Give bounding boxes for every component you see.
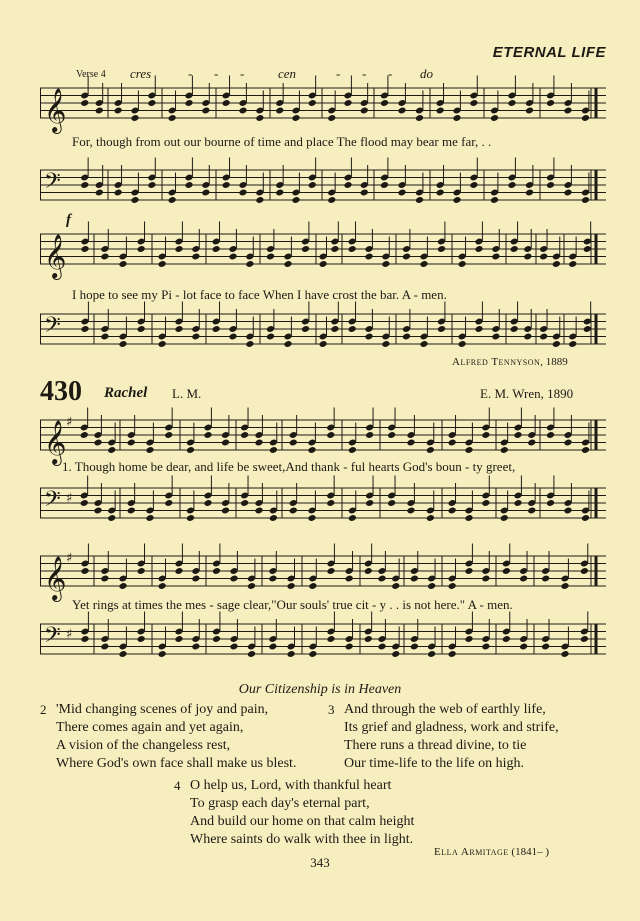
note-head: [539, 253, 548, 261]
note-head: [95, 107, 104, 115]
stanza: [328, 701, 559, 773]
note-head: [491, 333, 500, 341]
hymn-number: 430: [40, 376, 82, 407]
note-head: [268, 643, 277, 651]
note-head: [245, 340, 254, 348]
note-head: [147, 181, 156, 189]
stanza-number: 3: [328, 702, 335, 717]
note-head: [343, 99, 352, 107]
treble-staff: [40, 232, 606, 278]
note-head: [158, 340, 167, 348]
note-head: [426, 514, 435, 522]
note-head: [326, 567, 335, 575]
note-head: [168, 196, 177, 204]
note-head: [464, 446, 473, 454]
note-head: [326, 499, 335, 507]
stanza-line: A vision of the changeless rest,: [56, 738, 231, 753]
stanza-number: 4: [174, 778, 181, 793]
note-head: [507, 181, 516, 189]
note-head: [364, 567, 373, 575]
note-head: [221, 439, 230, 447]
stanza-line: There runs a thread divine, to tie: [344, 738, 527, 753]
note-head: [583, 325, 592, 333]
note-head: [308, 181, 317, 189]
note-head: [212, 567, 221, 575]
note-head: [114, 107, 123, 115]
note-head: [527, 439, 536, 447]
note-head: [581, 514, 590, 522]
note-head: [240, 499, 249, 507]
note-head: [348, 245, 357, 253]
note-head: [427, 650, 436, 658]
note-head: [490, 196, 499, 204]
note-head: [240, 431, 249, 439]
note-head: [560, 582, 569, 590]
note-head: [580, 567, 589, 575]
note-head: [212, 635, 221, 643]
note-head: [245, 260, 254, 268]
note-head: [452, 114, 461, 122]
note-head: [228, 253, 237, 261]
note-head: [343, 181, 352, 189]
note-head: [448, 439, 457, 447]
note-head: [118, 650, 127, 658]
treble-clef-icon: 𝄞: [44, 556, 67, 600]
note-head: [541, 643, 550, 651]
note-head: [436, 107, 445, 115]
note-head: [464, 514, 473, 522]
note-head: [560, 650, 569, 658]
note-head: [415, 196, 424, 204]
note-head: [269, 514, 278, 522]
note-head: [201, 189, 210, 197]
note-head: [289, 507, 298, 515]
note-head: [377, 575, 386, 583]
note-head: [330, 245, 339, 253]
note-head: [580, 635, 589, 643]
note-head: [437, 325, 446, 333]
note-head: [448, 582, 457, 590]
note-head: [301, 245, 310, 253]
note-head: [164, 499, 173, 507]
note-head: [348, 446, 357, 454]
note-head: [118, 340, 127, 348]
lyric-line: 1. Though home be dear, and life be sweet,And thank - ful hearts God's boun - ty greet,: [62, 459, 516, 474]
bass-staff: [40, 168, 606, 202]
note-head: [380, 181, 389, 189]
note-head: [519, 575, 528, 583]
note-head: [387, 499, 396, 507]
note-head: [186, 446, 195, 454]
note-head: [406, 507, 415, 515]
note-head: [474, 325, 483, 333]
note-head: [80, 325, 89, 333]
stanza-line: Its grief and gladness, work and strife,: [344, 720, 559, 735]
poem-author-credit: Ella Armitage (1841– ): [434, 846, 549, 858]
note-head: [415, 114, 424, 122]
note-head: [397, 189, 406, 197]
note-head: [541, 575, 550, 583]
note-head: [345, 575, 354, 583]
note-head: [406, 439, 415, 447]
note-head: [391, 582, 400, 590]
note-head: [307, 514, 316, 522]
note-head: [360, 107, 369, 115]
note-head: [80, 431, 89, 439]
note-head: [80, 245, 89, 253]
note-head: [500, 514, 509, 522]
note-head: [283, 260, 292, 268]
note-head: [568, 340, 577, 348]
note-head: [360, 189, 369, 197]
treble-clef-icon: 𝄞: [44, 88, 67, 132]
note-head: [364, 333, 373, 341]
note-head: [481, 575, 490, 583]
note-head: [107, 446, 116, 454]
note-head: [583, 245, 592, 253]
stanza-line: Our time-life to the life on high.: [344, 756, 525, 771]
note-head: [513, 431, 522, 439]
note-head: [546, 99, 555, 107]
note-head: [100, 253, 109, 261]
stanza-line: Where God's own face shall make us blest.: [56, 756, 297, 771]
note-head: [539, 333, 548, 341]
note-head: [174, 635, 183, 643]
note-head: [93, 507, 102, 515]
note-head: [168, 114, 177, 122]
note-head: [184, 181, 193, 189]
note-head: [502, 567, 511, 575]
note-head: [402, 333, 411, 341]
note-head: [137, 567, 146, 575]
note-head: [158, 260, 167, 268]
note-head: [255, 114, 264, 122]
note-head: [247, 650, 256, 658]
note-head: [80, 567, 89, 575]
note-head: [174, 567, 183, 575]
lyric-line: Yet rings at times the mes - sage clear,"Our souls' true cit - y . . is not here." A - men.: [72, 597, 513, 612]
note-head: [377, 643, 386, 651]
note-head: [80, 635, 89, 643]
note-head: [145, 514, 154, 522]
note-head: [308, 650, 317, 658]
note-head: [402, 253, 411, 261]
dynamic-forte: f: [66, 212, 71, 228]
note-head: [510, 325, 519, 333]
note-head: [186, 514, 195, 522]
note-head: [127, 507, 136, 515]
note-head: [348, 325, 357, 333]
stanza-line: There comes again and yet again,: [56, 720, 244, 735]
note-head: [552, 260, 561, 268]
note-head: [523, 253, 532, 261]
note-head: [191, 575, 200, 583]
note-head: [269, 446, 278, 454]
dynamic-dash: -: [336, 66, 341, 81]
note-head: [381, 260, 390, 268]
note-head: [289, 439, 298, 447]
note-head: [364, 253, 373, 261]
treble-staff: [40, 551, 606, 600]
note-head: [525, 107, 534, 115]
note-head: [552, 340, 561, 348]
stanza-number: 2: [40, 702, 47, 717]
poem-title: Our Citizenship is in Heaven: [238, 682, 402, 697]
bass-clef-icon: 𝄢: [44, 313, 61, 343]
stanza-line: 'Mid changing scenes of joy and pain,: [56, 702, 269, 717]
stanza-line: To grasp each day's eternal part,: [190, 796, 370, 811]
note-head: [203, 431, 212, 439]
dynamic-dash: -: [362, 66, 367, 81]
note-head: [469, 181, 478, 189]
note-head: [291, 114, 300, 122]
treble-staff: [40, 86, 606, 132]
note-head: [275, 189, 284, 197]
note-head: [266, 333, 275, 341]
lyric-line: For, though from out our bourne of time and place The flood may bear me far, . .: [72, 134, 492, 149]
note-head: [436, 189, 445, 197]
note-head: [174, 325, 183, 333]
note-head: [238, 107, 247, 115]
note-head: [191, 253, 200, 261]
sharp-key-signature-icon: ♯: [66, 551, 73, 566]
stanza-line: Where saints do walk with thee in light.: [190, 832, 414, 847]
note-head: [419, 340, 428, 348]
note-head: [448, 507, 457, 515]
bass-clef-icon: 𝄢: [44, 487, 61, 517]
note-head: [118, 582, 127, 590]
note-head: [326, 431, 335, 439]
note-head: [114, 189, 123, 197]
note-head: [381, 340, 390, 348]
sharp-key-signature-icon: ♯: [66, 415, 73, 430]
note-head: [527, 507, 536, 515]
note-head: [491, 253, 500, 261]
verse-label: Verse 4: [76, 69, 106, 80]
note-head: [507, 99, 516, 107]
note-head: [525, 189, 534, 197]
note-head: [247, 582, 256, 590]
note-head: [268, 575, 277, 583]
note-head: [568, 260, 577, 268]
note-head: [458, 260, 467, 268]
dynamic-dash: -: [214, 66, 219, 81]
lyric-line: I hope to see my Pi - lot face to face When I have crost the bar. A - men.: [72, 287, 447, 302]
bass-clef-icon: 𝄢: [44, 623, 61, 653]
note-head: [469, 99, 478, 107]
bass-clef-icon: 𝄢: [44, 169, 61, 199]
note-head: [397, 107, 406, 115]
stanza: [174, 777, 415, 849]
note-head: [464, 567, 473, 575]
note-head: [364, 635, 373, 643]
section-header: ETERNAL LIFE: [492, 44, 606, 61]
note-head: [387, 431, 396, 439]
note-head: [523, 333, 532, 341]
stanza-line: And build our home on that calm height: [190, 814, 415, 829]
note-head: [130, 196, 139, 204]
note-head: [319, 340, 328, 348]
note-head: [80, 99, 89, 107]
note-head: [513, 499, 522, 507]
stanza-line: And through the web of earthly life,: [344, 702, 546, 717]
note-head: [474, 245, 483, 253]
note-head: [427, 582, 436, 590]
note-head: [345, 643, 354, 651]
note-head: [452, 196, 461, 204]
note-head: [308, 99, 317, 107]
note-head: [502, 635, 511, 643]
note-head: [147, 99, 156, 107]
note-head: [563, 189, 572, 197]
note-head: [118, 260, 127, 268]
dynamic-cres: cres: [130, 66, 152, 81]
stanza: [40, 701, 297, 773]
note-head: [581, 114, 590, 122]
note-head: [93, 439, 102, 447]
note-head: [458, 340, 467, 348]
note-head: [100, 333, 109, 341]
note-head: [221, 507, 230, 515]
dynamic-cen: cen: [278, 66, 297, 81]
note-head: [191, 643, 200, 651]
treble-staff: [40, 415, 606, 464]
note-head: [563, 507, 572, 515]
note-head: [481, 643, 490, 651]
stanza-line: O help us, Lord, with thankful heart: [190, 778, 392, 793]
note-head: [563, 439, 572, 447]
note-head: [100, 643, 109, 651]
note-head: [283, 340, 292, 348]
note-head: [287, 582, 296, 590]
sharp-key-signature-icon: ♯: [66, 491, 73, 506]
note-head: [212, 325, 221, 333]
note-head: [254, 507, 263, 515]
note-head: [546, 431, 555, 439]
treble-clef-icon: 𝄞: [44, 234, 67, 278]
composer: E. M. Wren, 1890: [480, 386, 574, 401]
note-head: [191, 333, 200, 341]
note-head: [137, 245, 146, 253]
hymn-author-credit: Alfred Tennyson, 1889: [452, 356, 568, 368]
note-head: [481, 431, 490, 439]
note-head: [519, 643, 528, 651]
note-head: [238, 189, 247, 197]
note-head: [365, 431, 374, 439]
note-head: [100, 575, 109, 583]
note-head: [174, 245, 183, 253]
note-head: [546, 181, 555, 189]
note-head: [222, 99, 231, 107]
sharp-key-signature-icon: ♯: [66, 627, 73, 642]
note-head: [301, 325, 310, 333]
note-head: [546, 499, 555, 507]
note-head: [137, 325, 146, 333]
note-head: [95, 189, 104, 197]
note-head: [307, 446, 316, 454]
note-head: [255, 196, 264, 204]
note-head: [275, 107, 284, 115]
note-head: [410, 643, 419, 651]
note-head: [426, 446, 435, 454]
note-head: [212, 245, 221, 253]
note-head: [107, 514, 116, 522]
bass-staff: [40, 312, 606, 346]
treble-clef-icon: 𝄞: [44, 420, 67, 464]
note-head: [464, 635, 473, 643]
note-head: [229, 643, 238, 651]
note-head: [410, 575, 419, 583]
dynamic-dash: -: [188, 66, 193, 81]
note-head: [158, 650, 167, 658]
note-head: [437, 245, 446, 253]
note-head: [500, 446, 509, 454]
note-head: [127, 439, 136, 447]
note-head: [229, 575, 238, 583]
dynamic-dash: -: [388, 66, 393, 81]
note-head: [448, 650, 457, 658]
note-head: [490, 114, 499, 122]
note-head: [380, 99, 389, 107]
note-head: [348, 514, 357, 522]
note-head: [581, 196, 590, 204]
note-head: [184, 99, 193, 107]
note-head: [287, 650, 296, 658]
note-head: [130, 114, 139, 122]
note-head: [330, 325, 339, 333]
tune-name: Rachel: [104, 385, 148, 401]
note-head: [326, 635, 335, 643]
dynamic-do: do: [420, 66, 433, 81]
meter: L. M.: [172, 386, 202, 401]
bass-staff: [40, 622, 606, 656]
dynamic-dash: -: [240, 66, 245, 81]
note-head: [80, 181, 89, 189]
note-head: [201, 107, 210, 115]
note-head: [391, 650, 400, 658]
page-number: 343: [310, 855, 330, 870]
note-head: [327, 114, 336, 122]
note-head: [291, 196, 300, 204]
note-head: [327, 196, 336, 204]
note-head: [137, 635, 146, 643]
note-head: [228, 333, 237, 341]
note-head: [80, 499, 89, 507]
note-head: [164, 431, 173, 439]
note-head: [319, 260, 328, 268]
note-head: [145, 446, 154, 454]
note-head: [203, 499, 212, 507]
note-head: [222, 181, 231, 189]
note-head: [158, 582, 167, 590]
note-head: [254, 439, 263, 447]
note-head: [563, 107, 572, 115]
note-head: [365, 499, 374, 507]
note-head: [266, 253, 275, 261]
note-head: [308, 582, 317, 590]
note-head: [510, 245, 519, 253]
note-head: [481, 499, 490, 507]
note-head: [581, 446, 590, 454]
note-head: [419, 260, 428, 268]
bass-staff: [40, 486, 606, 520]
